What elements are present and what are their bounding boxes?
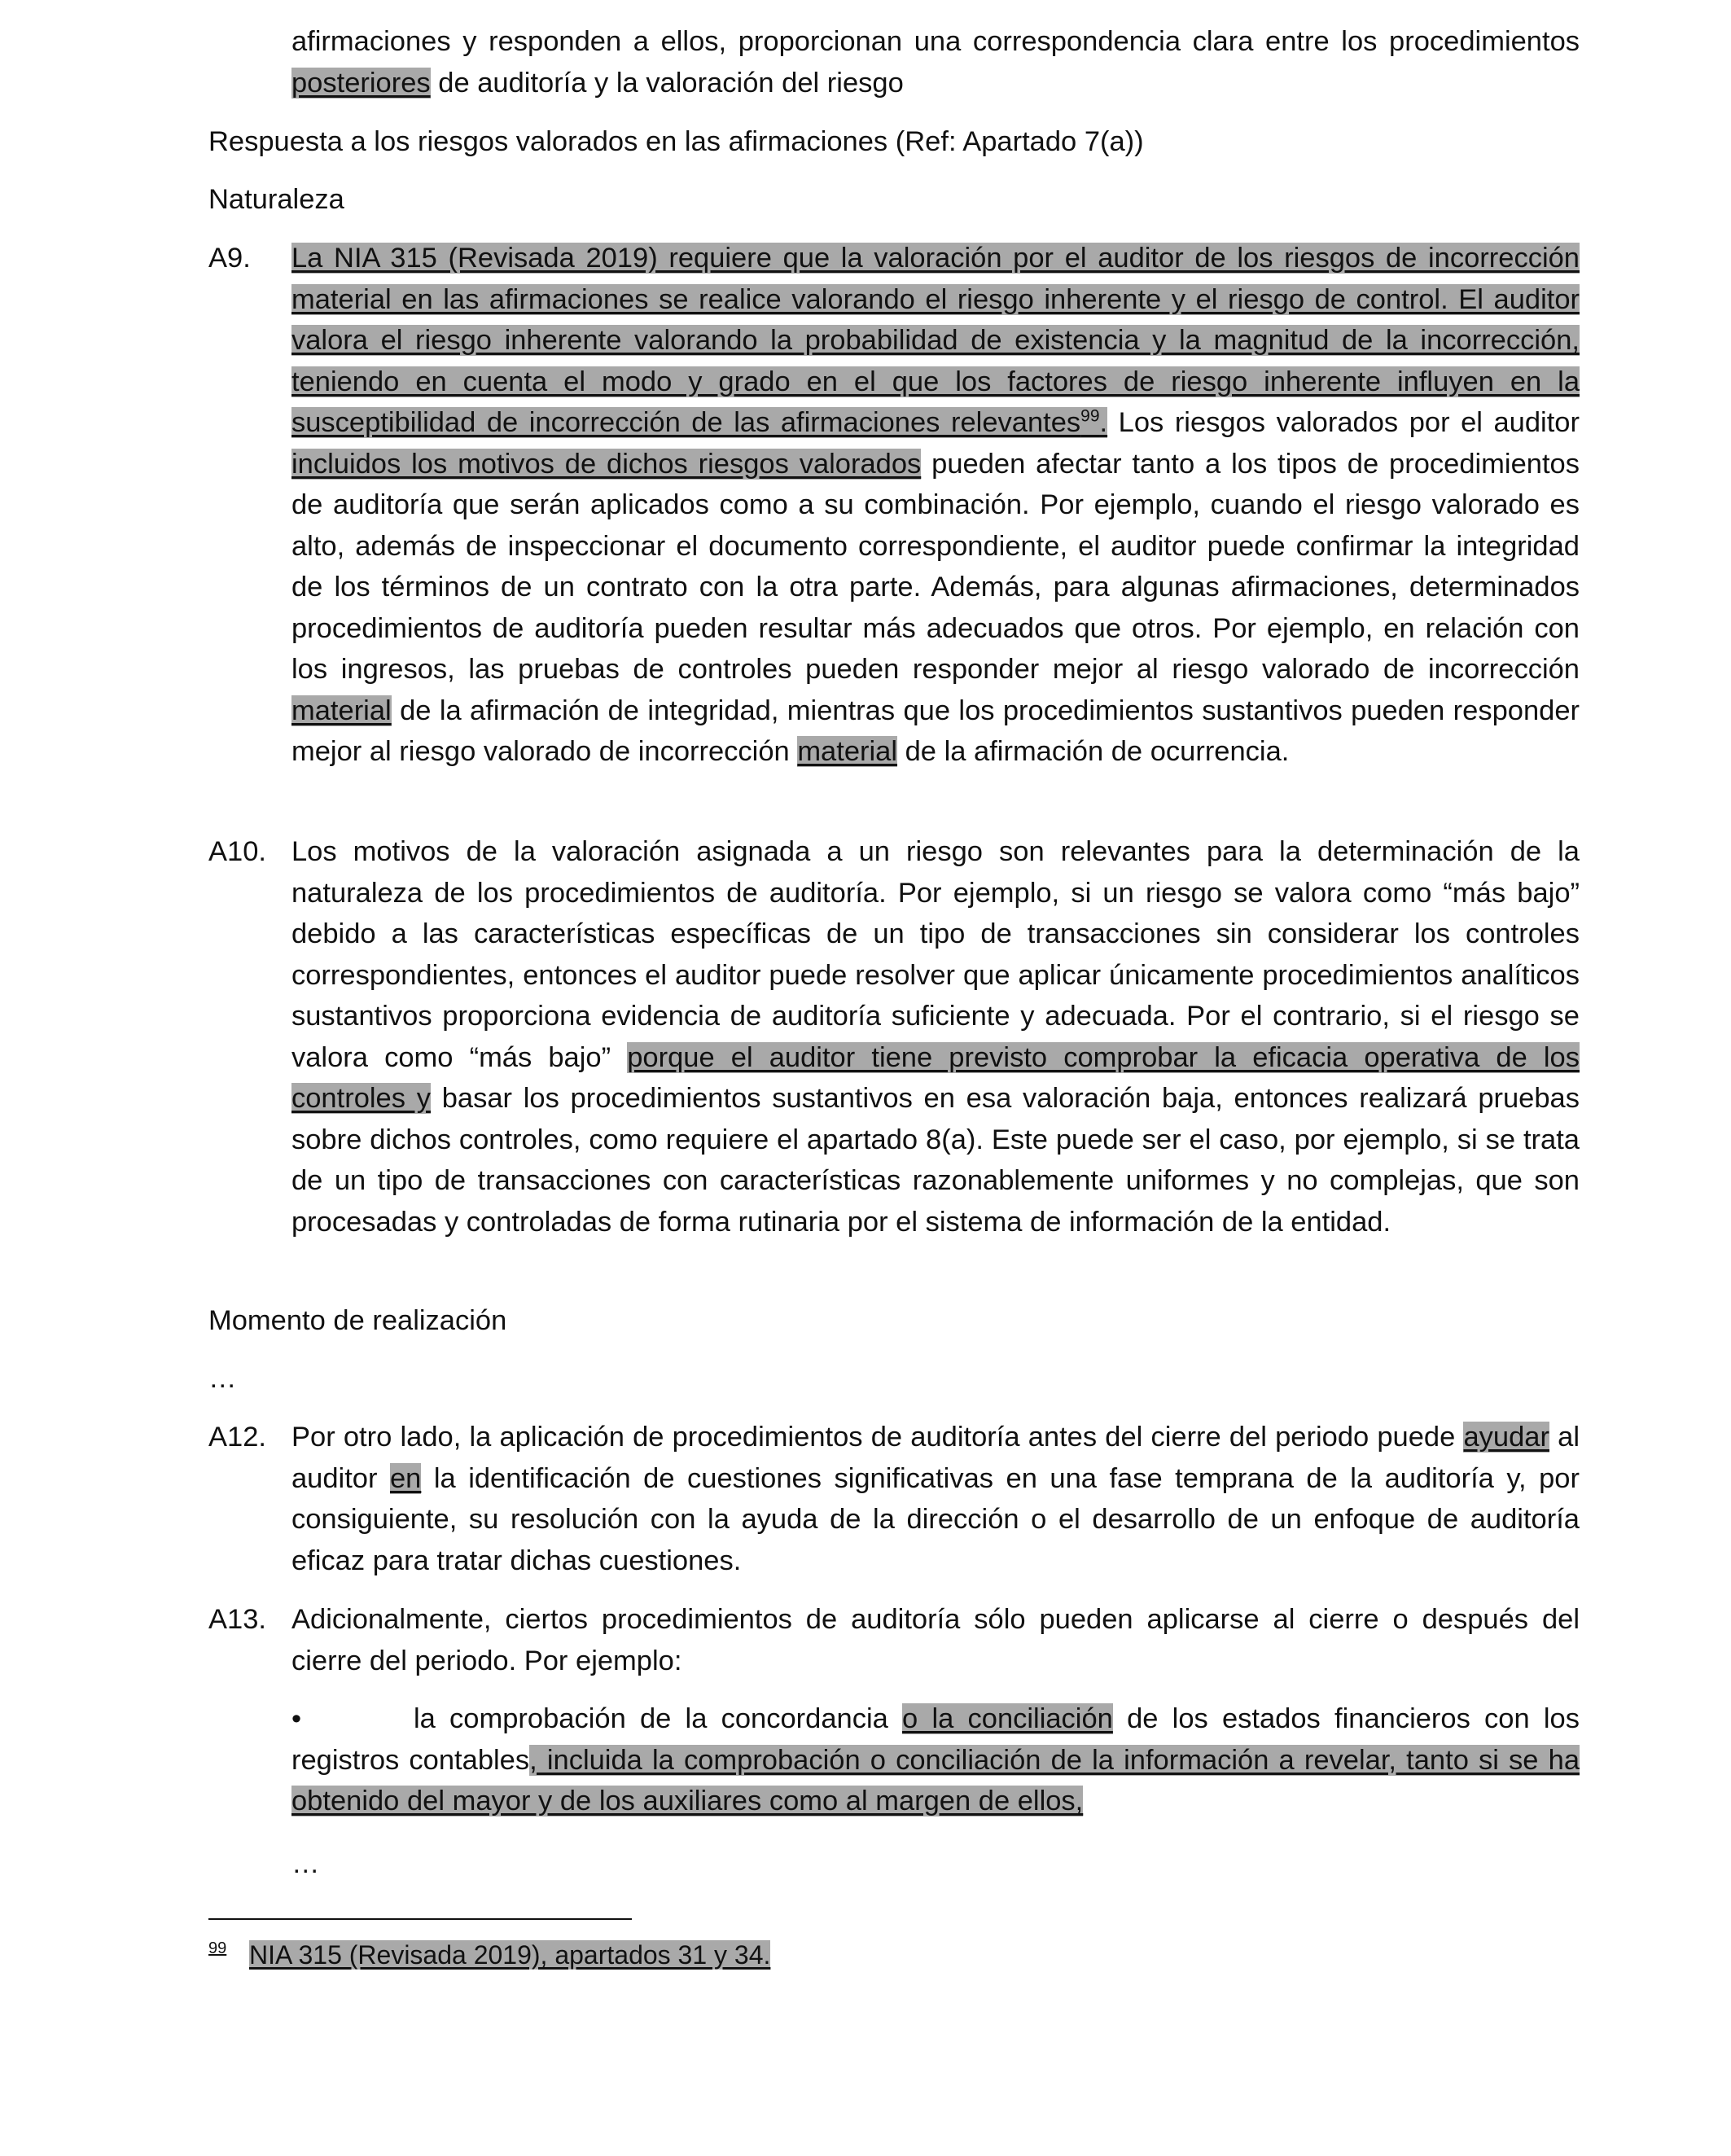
paragraph-body bbox=[291, 831, 1580, 1242]
a10-text-2: basar los procedimientos sustantivos en esa valoración baja, entonces realizará pruebas sobre dichos controles, como requiere el apartado 8(a). Este puede ser el caso, por ejemplo, si se trata de un tipo de transacciones con características razonablemente uniformes y no complejas, que son procesadas y controladas de forma rutinaria por el sistema de información de la entidad. bbox=[291, 1083, 1580, 1238]
intro-line2-a: procedimientos bbox=[1389, 26, 1580, 57]
footnote-mark: 99 bbox=[208, 1939, 227, 1957]
bullet-text-2: de los estados financieros con los registros contables bbox=[291, 1703, 1580, 1776]
highlight-a10-1: porque el auditor tiene previsto comprobar la eficacia operativa de los controles y bbox=[291, 1041, 1580, 1114]
highlight-a9-4: material bbox=[797, 736, 898, 767]
a9-text-2: pueden afectar tanto a los tipos de procedimientos de auditoría que serán aplicados como a su combinación. Por ejemplo, cuando el riesgo valorado es alto, además de inspeccionar el documento correspondiente, el auditor puede confirmar la integridad de los términos de un contrato con la otra parte. Además, para algunas afirmaciones, determinados procedimientos de auditoría pueden resultar más adecuados que otros. Por ejemplo, en relación con los ingresos, las pruebas de controles pueden responder mejor al riesgo valorado de incorrección bbox=[291, 448, 1580, 685]
highlight-a9-3: material bbox=[291, 695, 392, 726]
highlight-a12-2: en bbox=[389, 1462, 422, 1494]
footnote bbox=[208, 1936, 1430, 1974]
highlight-text: La NIA 315 (Revisada 2019) requiere que la valoración por el auditor de los riesgos de incorrección material en las afirmaciones se realice valorando el riesgo inherente y el riesgo de control. El auditor valora el riesgo inherente valorando la probabilidad de existencia y la magnitud de la incorrección, teniendo en cuenta el modo y grado en el que los factores de riesgo inherente influyen en la susceptibilidad de incorrección de las afirmaciones relevantes bbox=[291, 243, 1580, 438]
highlight-a12-1: ayudar bbox=[1463, 1422, 1549, 1453]
a12-text-3: la identificación de cuestiones significativas en una fase temprana de la auditoría y, por consiguiente, su resolución con la ayuda de la dirección o el desarrollo de un enfoque de auditoría eficaz para tratar dichas cuestiones. bbox=[291, 1462, 1580, 1576]
highlight-footnote: NIA 315 (Revisada 2019), apartados 31 y 34. bbox=[249, 1940, 771, 1970]
heading-naturaleza: Naturaleza bbox=[208, 184, 344, 215]
paragraph-a13 bbox=[208, 1599, 1580, 1681]
footnote-reference[interactable]: 99 bbox=[1080, 406, 1100, 426]
highlight-bullet-2: , incluida la comprobación o conciliación de la información a revelar, tanto si se ha obtenido del mayor y de los auxiliares como al margen de ellos, bbox=[291, 1744, 1580, 1816]
intro-line1: afirmaciones y responden a ellos, proporcionan una correspondencia clara entre los bbox=[291, 26, 1378, 57]
a9-text-1: Los riesgos valorados por el auditor bbox=[1107, 407, 1580, 438]
intro-line2-b: de auditoría y la valoración del riesgo bbox=[430, 67, 904, 99]
a9-text-4: de la afirmación de ocurrencia. bbox=[897, 736, 1290, 767]
bullet-text-1: la comprobación de la concordancia bbox=[414, 1703, 903, 1734]
a9-text-3: de la afirmación de integridad, mientras que los procedimientos sustantivos pueden responder mejor al riesgo valorado de incorrección bbox=[291, 695, 1580, 767]
bullet-mark: • bbox=[291, 1703, 302, 1734]
a12-text-1: Por otro lado, la aplicación de procedimientos de auditoría antes del cierre del periodo puede bbox=[291, 1422, 1464, 1453]
highlight-end: . bbox=[1099, 407, 1108, 438]
highlight-posteriores: posteriores bbox=[291, 67, 431, 99]
paragraph-body bbox=[291, 238, 1580, 773]
intro-paragraph bbox=[291, 21, 1580, 103]
paragraph-a12 bbox=[208, 1417, 1580, 1581]
a12-text-2: al auditor bbox=[291, 1422, 1580, 1494]
a10-text-1: Los motivos de la valoración asignada a un riesgo son relevantes para la determinación de la naturaleza de los procedimientos de auditoría. Por ejemplo, si un riesgo se valora como “más bajo” debido a las características específicas de un tipo de transacciones sin considerar los controles correspondientes, entonces el auditor puede resolver que aplicar únicamente procedimientos analíticos sustantivos proporciona evidencia de auditoría suficiente y adecuada. Por el contrario, si el riesgo se valora como “más bajo” bbox=[291, 836, 1580, 1073]
paragraph-a10 bbox=[208, 831, 1580, 1242]
paragraph-number: A9. bbox=[208, 243, 251, 274]
paragraph-body: Adicionalmente, ciertos procedimientos de auditoría sólo pueden aplicarse al cierre o después del cierre del periodo. Por ejemplo: bbox=[291, 1604, 1580, 1676]
paragraph-number: A10. bbox=[208, 836, 266, 867]
paragraph-number: A12. bbox=[208, 1422, 266, 1453]
bullet-item bbox=[291, 1698, 1580, 1822]
highlight-a9-2: incluidos los motivos de dichos riesgos valorados bbox=[291, 448, 922, 480]
paragraph-a9 bbox=[208, 238, 1580, 773]
paragraph-body bbox=[291, 1417, 1580, 1581]
footnote-separator bbox=[208, 1918, 632, 1920]
ellipsis: … bbox=[291, 1848, 320, 1879]
footnote-text bbox=[249, 1936, 770, 1974]
ellipsis: … bbox=[208, 1363, 237, 1394]
heading-momento: Momento de realización bbox=[208, 1305, 507, 1336]
highlight-bullet-1: o la conciliación bbox=[902, 1703, 1113, 1734]
heading-respuesta: Respuesta a los riesgos valorados en las afirmaciones (Ref: Apartado 7(a)) bbox=[208, 126, 1144, 157]
paragraph-number: A13. bbox=[208, 1604, 266, 1635]
